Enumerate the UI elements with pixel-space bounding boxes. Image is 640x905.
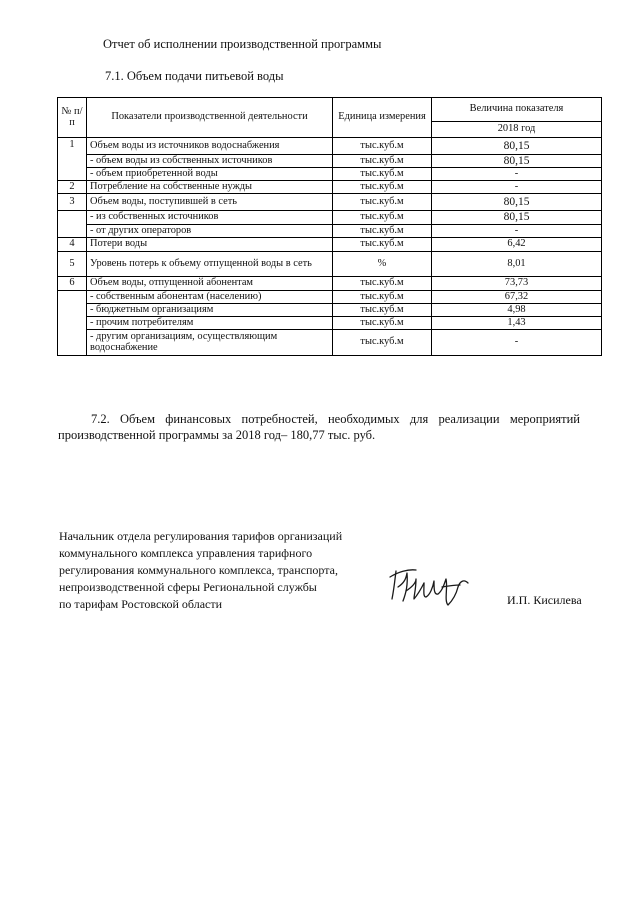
row-unit: тыс.куб.м [333,238,432,252]
row-value: - [432,168,602,181]
row-value: 4,98 [432,304,602,317]
signatory-position [59,528,342,613]
row-unit: тыс.куб.м [333,304,432,317]
row-indicator: Объем воды, поступившей в сеть [87,194,333,211]
row-unit: тыс.куб.м [333,225,432,238]
row-indicator: - от других операторов [87,225,333,238]
water-supply-table [57,97,602,356]
row-unit: тыс.куб.м [333,330,432,356]
table-row [58,225,602,238]
table-row [58,291,602,304]
header-indicator: Показатели производственной деятельности [87,98,333,138]
table-row [58,194,602,211]
position-line: коммунального комплекса управления тарифного [59,546,313,560]
row-indicator: Потери воды [87,238,333,252]
table-row [58,168,602,181]
row-num: 3 [58,194,87,211]
row-unit: тыс.куб.м [333,138,432,155]
row-indicator: - из собственных источников [87,211,333,225]
row-value: - [432,225,602,238]
row-num: 5 [58,252,87,277]
row-unit: тыс.куб.м [333,277,432,291]
row-indicator: Уровень потерь к объему отпущенной воды в сеть [87,252,333,277]
financial-needs-paragraph: 7.2. Объем финансовых потребностей, необходимых для реализации мероприятий производственной программы за 2018 год– 180,77 тыс. руб. [58,412,580,442]
row-value: 80,15 [432,155,602,168]
row-num-empty [58,211,87,238]
table-row [58,304,602,317]
row-value: 80,15 [432,138,602,155]
row-value: 6,42 [432,238,602,252]
position-line: Начальник отдела регулирования тарифов организаций [59,529,343,543]
row-value: 73,73 [432,277,602,291]
row-indicator: - бюджетным организациям [87,304,333,317]
row-indicator: - объем воды из собственных источников [87,155,333,168]
row-unit: тыс.куб.м [333,291,432,304]
header-value-group: Величина показателя [432,98,602,122]
table-row [58,138,602,155]
row-num: 1 [58,138,87,181]
row-unit: тыс.куб.м [333,168,432,181]
table-row [58,155,602,168]
section-heading: 7.1. Объем подачи питьевой воды [105,69,284,83]
row-indicator: - собственным абонентам (населению) [87,291,333,304]
row-value: 80,15 [432,211,602,225]
table-row [58,181,602,194]
row-indicator: Объем воды из источников водоснабжения [87,138,333,155]
row-value: - [432,181,602,194]
row-unit: тыс.куб.м [333,181,432,194]
row-num: 4 [58,238,87,252]
row-num: 2 [58,181,87,194]
row-unit: % [333,252,432,277]
row-num-empty [58,291,87,356]
table-row [58,211,602,225]
handwritten-signature [386,561,472,609]
row-num: 6 [58,277,87,291]
position-line: регулирования коммунального комплекса, транспорта, [59,563,338,577]
row-unit: тыс.куб.м [333,317,432,330]
position-line: непроизводственной сферы Региональной службы [59,580,317,594]
row-unit: тыс.куб.м [333,155,432,168]
row-value: 80,15 [432,194,602,211]
row-indicator: - другим организациям, осуществляющим водоснабжение [87,330,333,356]
table-row [58,330,602,356]
document-title: Отчет об исполнении производственной программы [103,37,382,51]
row-indicator: Потребление на собственные нужды [87,181,333,194]
header-year: 2018 год [432,122,602,138]
table-row [58,252,602,277]
row-value: 8,01 [432,252,602,277]
row-unit: тыс.куб.м [333,211,432,225]
row-value: 67,32 [432,291,602,304]
row-value: - [432,330,602,356]
table-row [58,277,602,291]
signatory-name: И.П. Кисилева [507,593,582,607]
row-indicator: - объем приобретенной воды [87,168,333,181]
table-row [58,317,602,330]
header-num: № п/п [58,98,87,138]
row-indicator: - прочим потребителям [87,317,333,330]
position-line: по тарифам Ростовской области [59,597,223,611]
table-row [58,238,602,252]
header-unit: Единица измерения [333,98,432,138]
row-unit: тыс.куб.м [333,194,432,211]
row-value: 1,43 [432,317,602,330]
row-indicator: Объем воды, отпущенной абонентам [87,277,333,291]
